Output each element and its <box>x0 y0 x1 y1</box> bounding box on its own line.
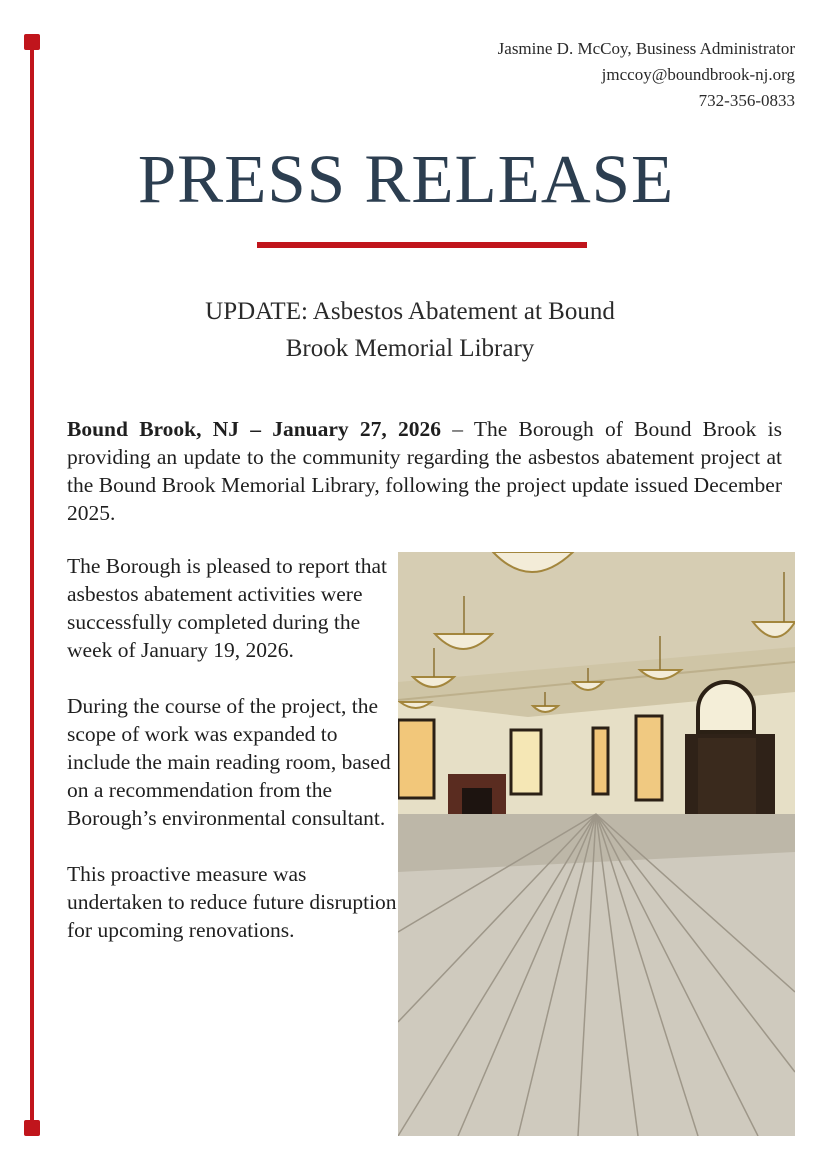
subtitle-line-1: UPDATE: Asbestos Abatement at Bound <box>205 298 615 325</box>
body-column <box>67 552 397 972</box>
contact-name-title: Jasmine D. McCoy, Business Administrator <box>497 39 795 58</box>
lead-body: – The Borough of Bound Brook is providing an update to the community regarding the asbestos abatement project at the Bound Brook Memorial Library, following the project update issued December 2025. <box>67 417 782 525</box>
rule-top-cap <box>24 34 40 50</box>
release-subtitle <box>110 293 710 367</box>
contact-email[interactable]: jmccoy@boundbrook-nj.org <box>601 65 795 84</box>
reading-room-photo <box>398 552 795 1136</box>
subtitle-line-2: Brook Memorial Library <box>285 335 535 362</box>
contact-phone[interactable]: 732-356-0833 <box>698 91 795 110</box>
paragraph-scope: During the course of the project, the scope of work was expanded to include the main reading room, based on a recommendation from the Borough’s environmental consultant. <box>67 694 391 830</box>
paragraph-proactive: This proactive measure was undertaken to reduce future disruption for upcoming renovations. <box>67 862 397 942</box>
lead-paragraph <box>67 415 782 527</box>
contact-block <box>498 36 795 114</box>
page-title: PRESS RELEASE <box>137 141 675 217</box>
rule-bottom-cap <box>24 1120 40 1136</box>
paragraph-completion: The Borough is pleased to report that asbestos abatement activities were successfully completed during the week of January 19, 2026. <box>67 554 388 662</box>
dateline: Bound Brook, NJ – January 27, 2026 <box>67 417 442 441</box>
title-underline <box>257 242 587 248</box>
